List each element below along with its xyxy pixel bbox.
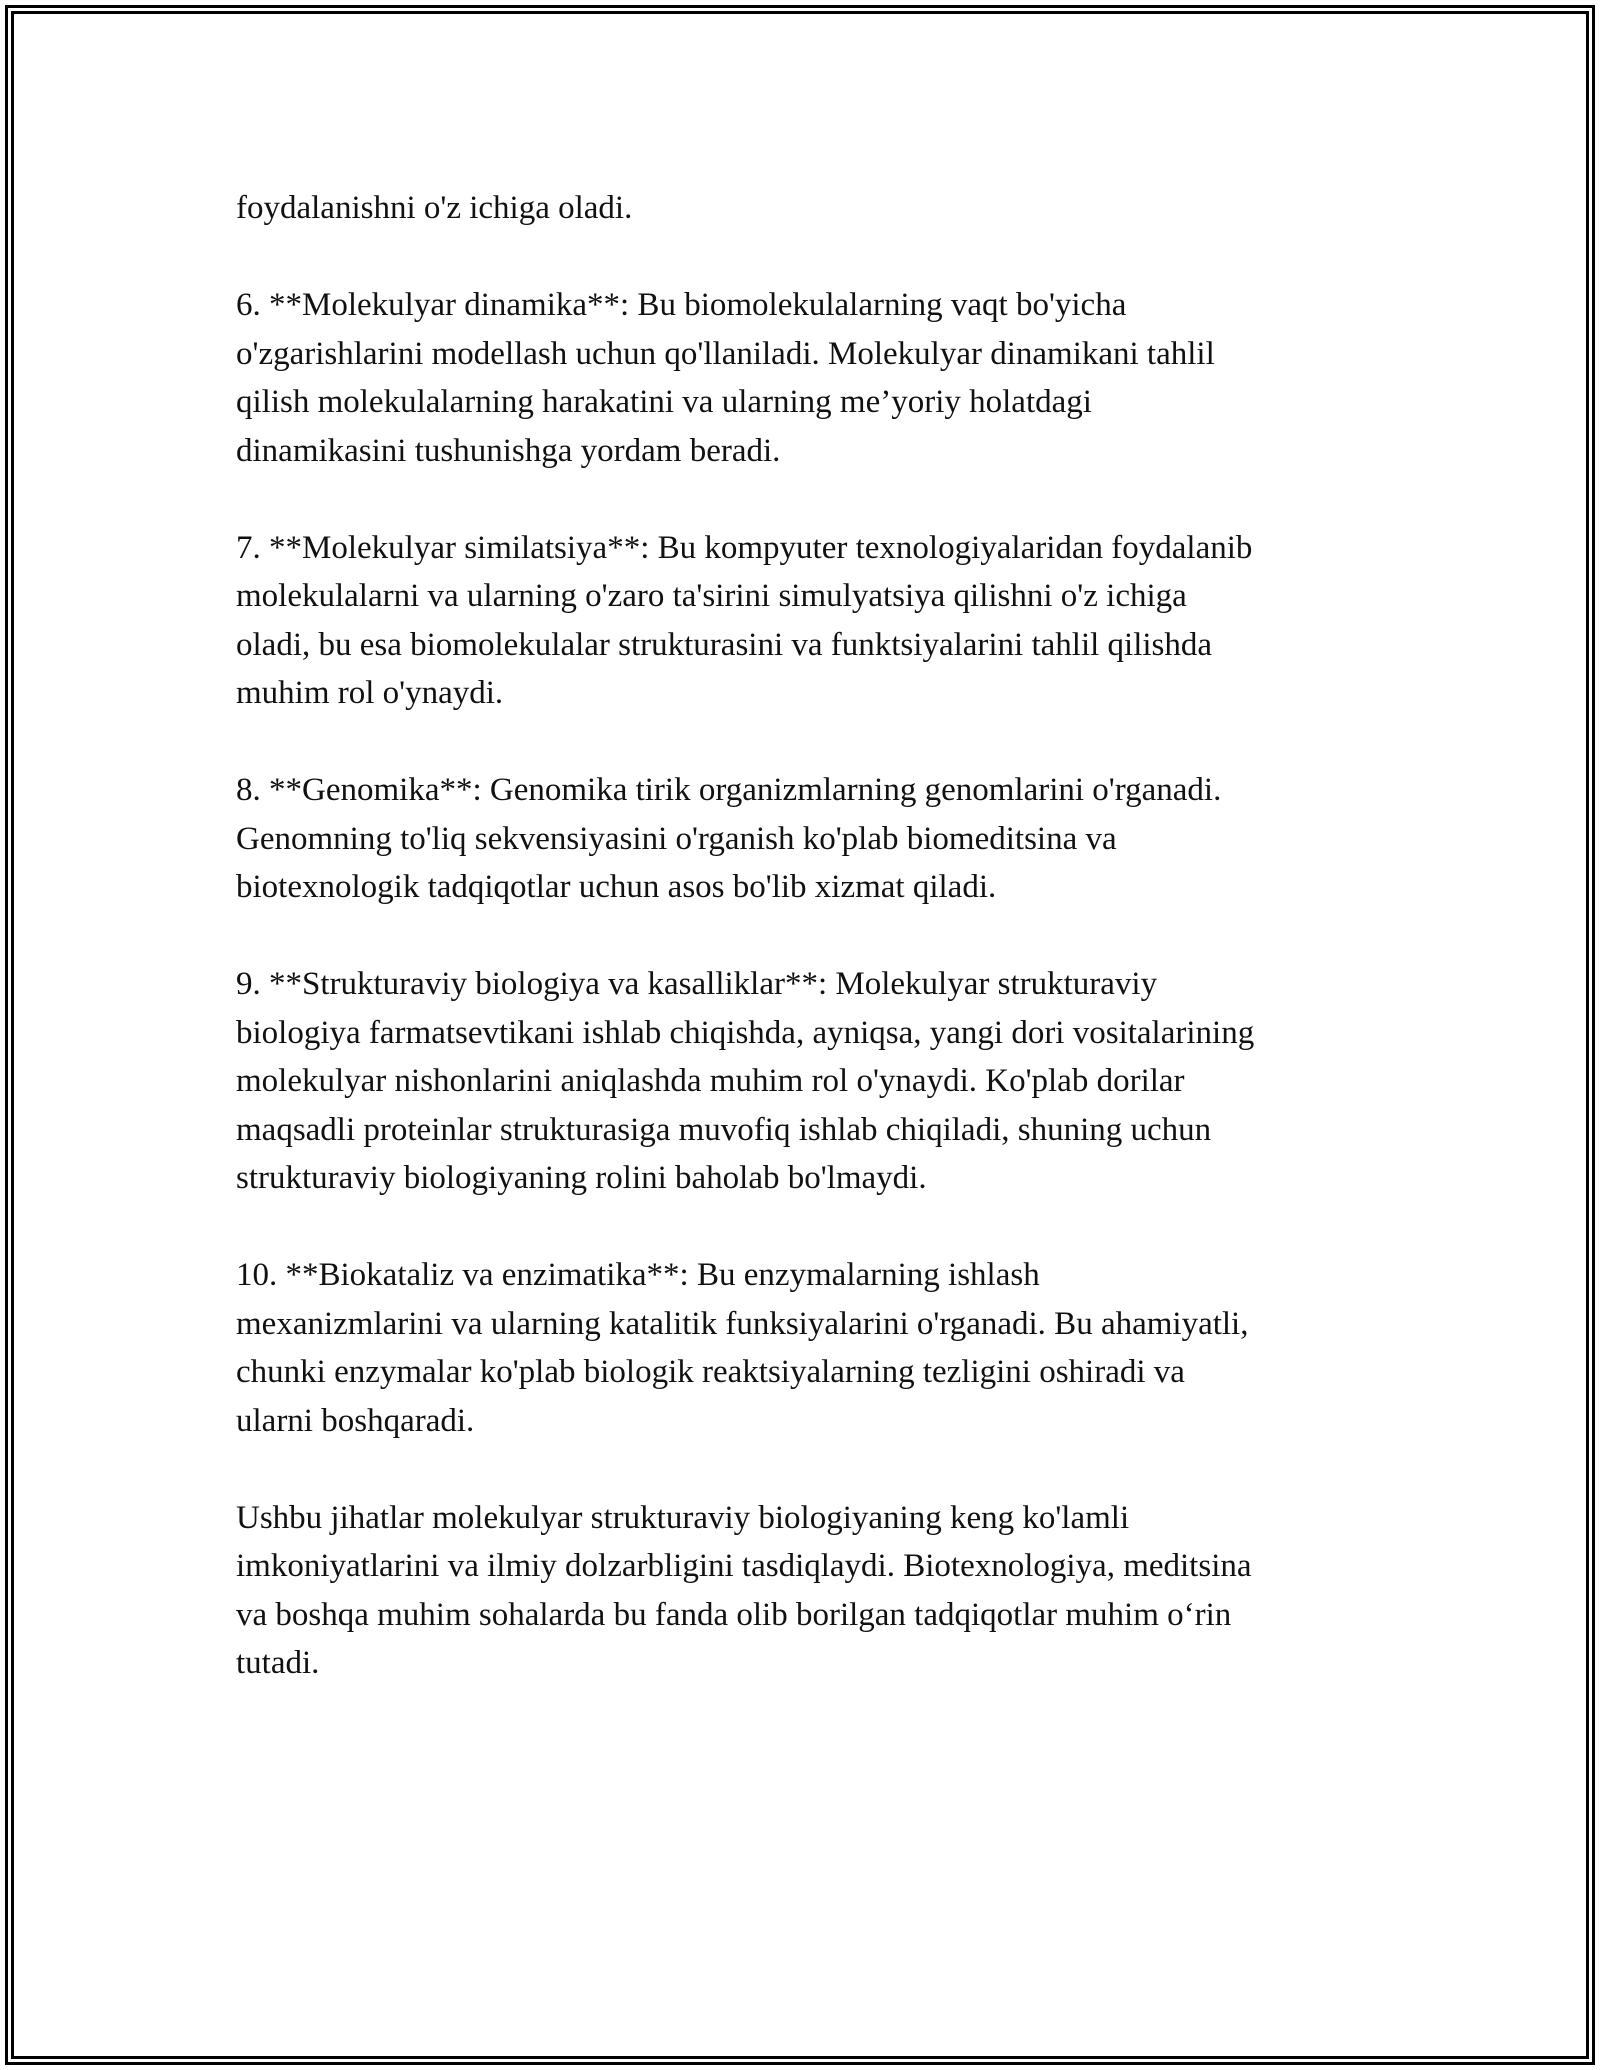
paragraph-strukturaviy-biologiya: 9. **Strukturaviy biologiya va kasalliklar**: Molekulyar strukturaviy biologiya farmatsevtikani ishlab chiqishda, ayniqsa, yangi dori vositalarining molekulyar nishonlarini aniqlashda muhim rol o'ynaydi. Ko'plab dorilar maqsadli proteinlar strukturasiga muvofiq ishlab chiqiladi, shuning uchun strukturaviy biologiyaning rolini baholab bo'lmaydi. — [236, 966, 1255, 1196]
paragraph-genomika: 8. **Genomika**: Genomika tirik organizmlarning genomlarini o'rganadi. Genomning to'liq sekvensiyasini o'rganish ko'plab biomeditsina va biotexnologik tadqiqotlar uchun asos bo'lib xizmat qiladi. — [236, 772, 1222, 905]
paragraph-molekulyar-similatsiya: 7. **Molekulyar similatsiya**: Bu kompyuter texnologiyalaridan foydalanib molekulalarni va ularning o'zaro ta'sirini simulyatsiya qilishni o'z ichiga oladi, bu esa biomolekulalar strukturasini va funktsiyalarini tahlil qilishda muhim rol o'ynaydi. — [236, 529, 1253, 711]
document-body — [236, 184, 1376, 1736]
paragraph-continuation: foydalanishni o'z ichiga oladi. — [236, 190, 633, 226]
paragraph-molekulyar-dinamika: 6. **Molekulyar dinamika**: Bu biomolekulalarning vaqt bo'yicha o'zgarishlarini modellash uchun qo'llaniladi. Molekulyar dinamikani tahlil qilish molekulalarning harakatini va ularning me’yoriy holatdagi dinamikasini tushunishga yordam beradi. — [236, 287, 1215, 469]
paragraph-biokataliz: 10. **Biokataliz va enzimatika**: Bu enzymalarning ishlash mexanizmlarini va ularning katalitik funksiyalarini o'rganadi. Bu ahamiyatli, chunki enzymalar ko'plab biologik reaktsiyalarning tezligini oshiradi va ularni boshqaradi. — [236, 1257, 1249, 1439]
paragraph-conclusion: Ushbu jihatlar molekulyar strukturaviy biologiyaning keng ko'lamli imkoniyatlarini va ilmiy dolzarbligini tasdiqlaydi. Biotexnologiya, meditsina va boshqa muhim sohalarda bu fanda olib borilgan tadqiqotlar muhim o‘rin tutadi. — [236, 1499, 1252, 1681]
